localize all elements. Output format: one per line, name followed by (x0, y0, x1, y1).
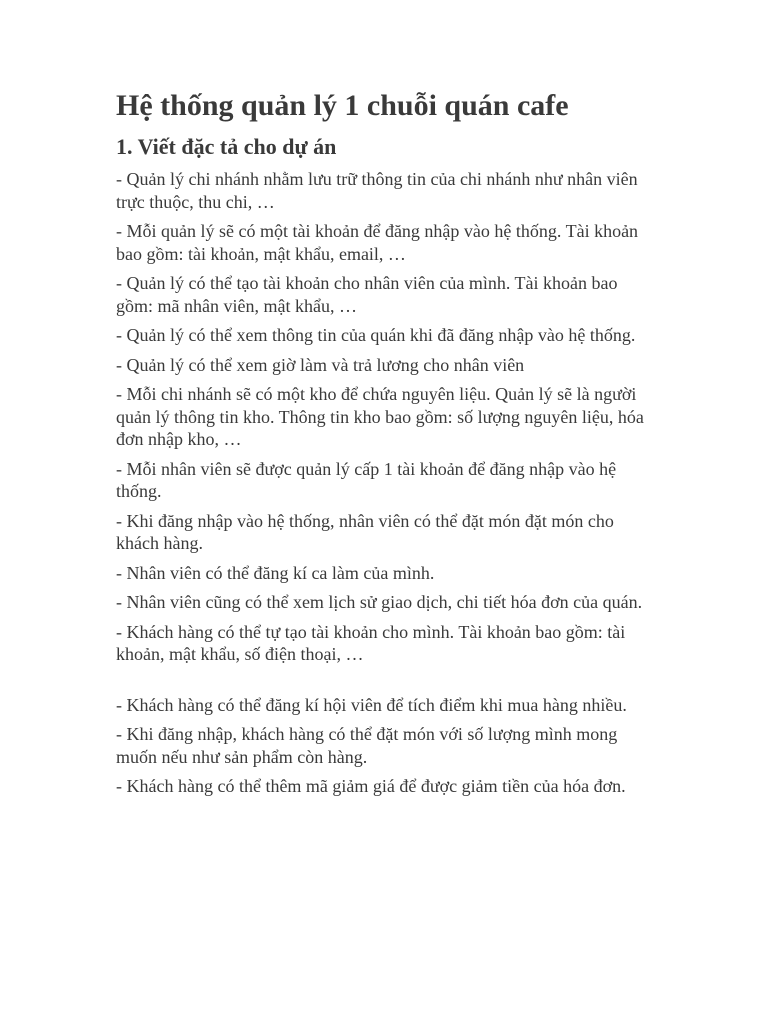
document-title: Hệ thống quản lý 1 chuỗi quán cafe (116, 89, 569, 122)
paragraph: - Mỗi chi nhánh sẽ có một kho để chứa nguyên liệu. Quản lý sẽ là người quản lý thông tin kho. Thông tin kho bao gồm: số lượng nguyên liệu, hóa đơn nhập kho, … (116, 384, 644, 449)
section-heading: 1. Viết đặc tả cho dự án (116, 134, 337, 159)
paragraph: - Mỗi quản lý sẽ có một tài khoản để đăng nhập vào hệ thống. Tài khoản bao gồm: tài khoản, mật khẩu, email, … (116, 221, 639, 264)
paragraph: - Khách hàng có thể tự tạo tài khoản cho mình. Tài khoản bao gồm: tài khoản, mật khẩu, số điện thoại, … (116, 621, 626, 664)
document-page (116, 86, 656, 805)
paragraph: - Quản lý có thể xem giờ làm và trả lương cho nhân viên (116, 354, 525, 375)
paragraph: - Khách hàng có thể thêm mã giảm giá để được giảm tiền của hóa đơn. (116, 776, 626, 796)
paragraph: - Nhân viên cũng có thể xem lịch sử giao dịch, chi tiết hóa đơn của quán. (116, 592, 643, 612)
paragraph: - Khách hàng có thể đăng kí hội viên để tích điểm khi mua hàng nhiều. (116, 694, 627, 715)
paragraph: - Nhân viên có thể đăng kí ca làm của mình. (116, 562, 435, 583)
paragraph: - Quản lý có thể tạo tài khoản cho nhân viên của mình. Tài khoản bao gồm: mã nhân viên, mật khẩu, … (116, 273, 618, 316)
paragraph: - Mỗi nhân viên sẽ được quản lý cấp 1 tài khoản để đăng nhập vào hệ thống. (116, 458, 617, 501)
paragraph: - Khi đăng nhập vào hệ thống, nhân viên có thể đặt món đặt món cho khách hàng. (116, 510, 614, 553)
paragraph: - Quản lý có thể xem thông tin của quán khi đã đăng nhập vào hệ thống. (116, 325, 636, 345)
paragraph: - Khi đăng nhập, khách hàng có thể đặt món với số lượng mình mong muốn nếu như sản phẩm còn hàng. (116, 724, 618, 767)
paragraph: - Quản lý chi nhánh nhằm lưu trữ thông tin của chi nhánh như nhân viên trực thuộc, thu chi, … (116, 169, 638, 212)
